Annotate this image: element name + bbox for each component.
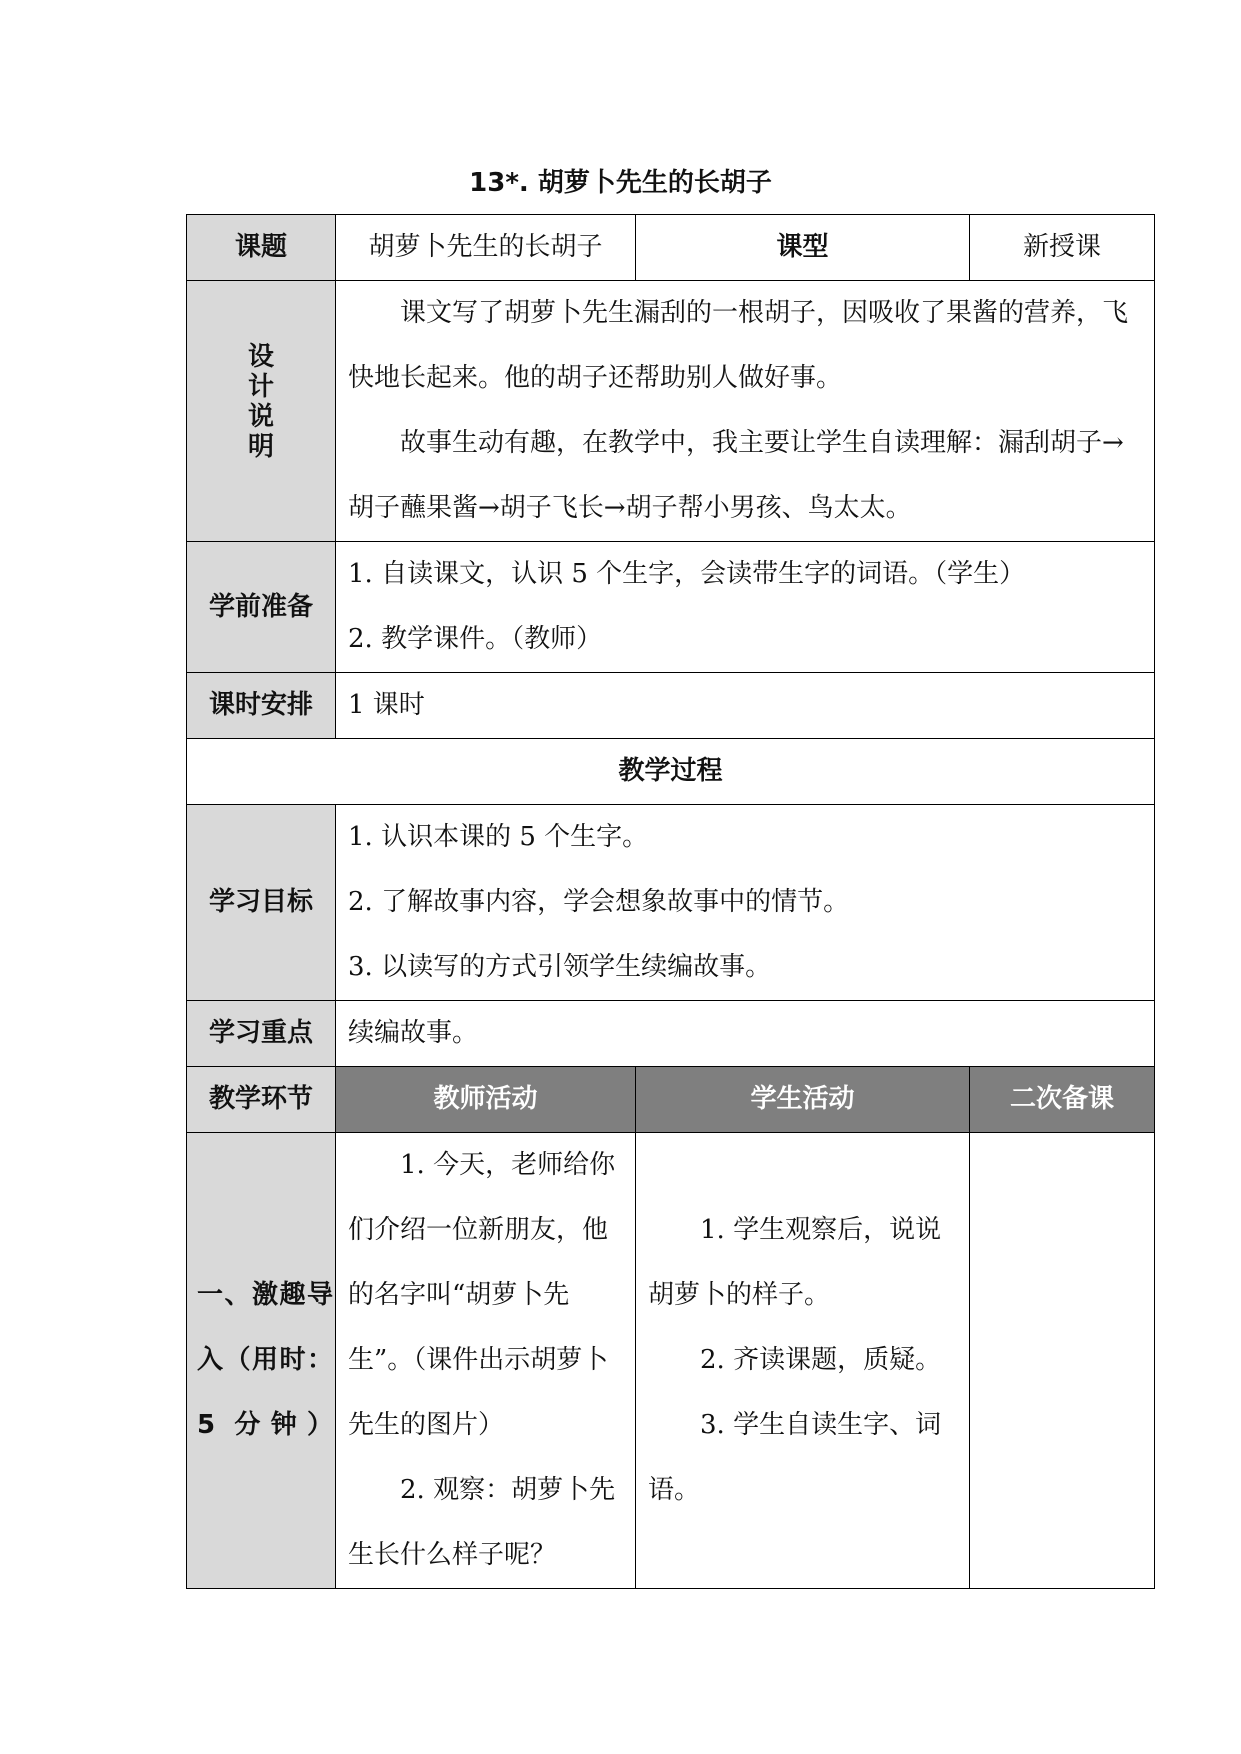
focus-value: 续编故事。 <box>336 1001 1155 1067</box>
design-paragraph-1: 课文写了胡萝卜先生漏刮的一根胡子，因吸收了果酱的营养，飞快地长起来。他的胡子还帮助别人做好事。 <box>348 298 1129 393</box>
column-student-activity: 学生活动 <box>636 1067 970 1133</box>
goal-item-1: 1. 认识本课的 5 个生字。 <box>348 822 649 852</box>
design-label: 设计说明 <box>247 342 274 462</box>
schedule-row <box>187 673 1155 739</box>
student-activity-2: 2. 齐读课题，质疑。 <box>700 1345 942 1375</box>
column-teacher-activity: 教师活动 <box>336 1067 636 1133</box>
focus-label: 学习重点 <box>187 1001 336 1067</box>
stage-1-label: 一、激趣导入（用时：5 分钟） <box>187 1133 336 1589</box>
teacher-activity-2: 2. 观察：胡萝卜先生长什么样子呢？ <box>348 1475 616 1570</box>
stage-1-second-preparation[interactable] <box>970 1133 1155 1589</box>
topic-row <box>187 215 1155 281</box>
design-label-cell <box>187 281 336 542</box>
preparation-item-1: 1. 自读课文，认识 5 个生字，会读带生字的词语。（学生） <box>348 559 1026 589</box>
topic-value: 胡萝卜先生的长胡子 <box>336 215 636 281</box>
columns-header-row <box>187 1067 1155 1133</box>
stage-1-teacher-activity <box>336 1133 636 1589</box>
stage-1-student-activity <box>636 1133 970 1589</box>
process-heading-row <box>187 739 1155 805</box>
design-row <box>187 281 1155 542</box>
schedule-value: 1 课时 <box>336 673 1155 739</box>
goal-item-3: 3. 以读写的方式引领学生续编故事。 <box>348 952 772 982</box>
process-heading: 教学过程 <box>187 739 1155 805</box>
focus-row <box>187 1001 1155 1067</box>
preparation-item-2: 2. 教学课件。（教师） <box>348 624 603 654</box>
column-stage: 教学环节 <box>187 1067 336 1133</box>
topic-label: 课题 <box>187 215 336 281</box>
lesson-type-value: 新授课 <box>970 215 1155 281</box>
preparation-row <box>187 542 1155 673</box>
goals-content <box>336 805 1155 1001</box>
stage-row <box>187 1133 1155 1589</box>
preparation-content <box>336 542 1155 673</box>
lesson-plan-table <box>186 214 1155 1589</box>
schedule-label: 课时安排 <box>187 673 336 739</box>
student-activity-1: 1. 学生观察后，说说胡萝卜的样子。 <box>648 1215 942 1310</box>
preparation-label: 学前准备 <box>187 542 336 673</box>
design-content <box>336 281 1155 542</box>
lesson-type-label: 课型 <box>636 215 970 281</box>
student-activity-3: 3. 学生自读生字、词语。 <box>648 1410 942 1505</box>
column-second-preparation: 二次备课 <box>970 1067 1155 1133</box>
teacher-activity-1: 1. 今天，老师给你们介绍一位新朋友，他的名字叫“胡萝卜先生”。（课件出示胡萝卜先生的图片） <box>348 1150 616 1440</box>
design-paragraph-2: 故事生动有趣，在教学中，我主要让学生自读理解：漏刮胡子→胡子蘸果酱→胡子飞长→胡子帮小男孩、鸟太太。 <box>348 428 1124 523</box>
goal-item-2: 2. 了解故事内容，学会想象故事中的情节。 <box>348 887 850 917</box>
goals-label: 学习目标 <box>187 805 336 1001</box>
goals-row <box>187 805 1155 1001</box>
document-title: 13*. 胡萝卜先生的长胡子 <box>469 168 772 198</box>
